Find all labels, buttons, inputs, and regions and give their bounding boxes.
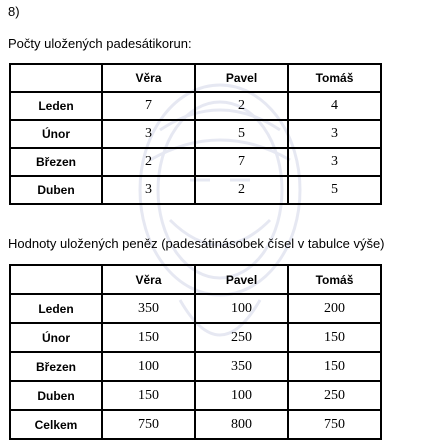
table-cell: 350: [195, 352, 288, 381]
header-cell-empty: [10, 265, 102, 294]
header-cell-vera: Věra: [102, 265, 195, 294]
row-label: Březen: [10, 352, 102, 381]
table-cell: 7: [195, 148, 288, 176]
header-cell-pavel: Pavel: [195, 64, 288, 92]
header-cell-tomas: Tomáš: [288, 265, 381, 294]
table2-caption: Hodnoty uložených peněz (padesátinásobek čísel v tabulce výše): [8, 236, 385, 251]
table-header-row: [10, 265, 381, 294]
table-cell: 5: [195, 120, 288, 148]
table-row: [10, 381, 381, 410]
row-label: Únor: [10, 323, 102, 352]
header-cell-pavel: Pavel: [195, 265, 288, 294]
money-value-table: [9, 264, 382, 440]
table-cell: 250: [195, 323, 288, 352]
header-cell-tomas: Tomáš: [288, 64, 381, 92]
table-row: [10, 294, 381, 323]
table-cell: 100: [102, 352, 195, 381]
table-cell: 150: [102, 323, 195, 352]
table-row: [10, 352, 381, 381]
table-cell: 150: [288, 323, 381, 352]
row-label: Březen: [10, 148, 102, 176]
table-cell: 800: [195, 410, 288, 439]
table-row: [10, 92, 381, 120]
table-cell: 2: [195, 92, 288, 120]
table-row: [10, 120, 381, 148]
table-cell: 3: [288, 120, 381, 148]
table-cell: 250: [288, 381, 381, 410]
problem-number: 8): [8, 4, 20, 19]
row-label: Leden: [10, 294, 102, 323]
table-cell: 100: [195, 381, 288, 410]
table-cell: 750: [102, 410, 195, 439]
table-cell: 4: [288, 92, 381, 120]
table-cell: 2: [102, 148, 195, 176]
table-cell: 150: [102, 381, 195, 410]
table-row: [10, 148, 381, 176]
table-cell: 7: [102, 92, 195, 120]
row-label: Duben: [10, 381, 102, 410]
table-cell: 100: [195, 294, 288, 323]
table-header-row: [10, 64, 381, 92]
table-cell: 350: [102, 294, 195, 323]
table-cell: 150: [288, 352, 381, 381]
header-cell-vera: Věra: [102, 64, 195, 92]
table-cell: 5: [288, 176, 381, 204]
table-cell: 3: [102, 120, 195, 148]
header-cell-empty: [10, 64, 102, 92]
row-label: Duben: [10, 176, 102, 204]
row-label: Leden: [10, 92, 102, 120]
coin-count-table: [9, 63, 382, 205]
row-label: Únor: [10, 120, 102, 148]
table-cell: 2: [195, 176, 288, 204]
table-cell: 200: [288, 294, 381, 323]
row-label: Celkem: [10, 410, 102, 439]
table-row: [10, 176, 381, 204]
table-cell: 750: [288, 410, 381, 439]
table-cell: 3: [288, 148, 381, 176]
table-total-row: [10, 410, 381, 439]
table1-caption: Počty uložených padesátikorun:: [8, 36, 192, 51]
table-row: [10, 323, 381, 352]
table-cell: 3: [102, 176, 195, 204]
